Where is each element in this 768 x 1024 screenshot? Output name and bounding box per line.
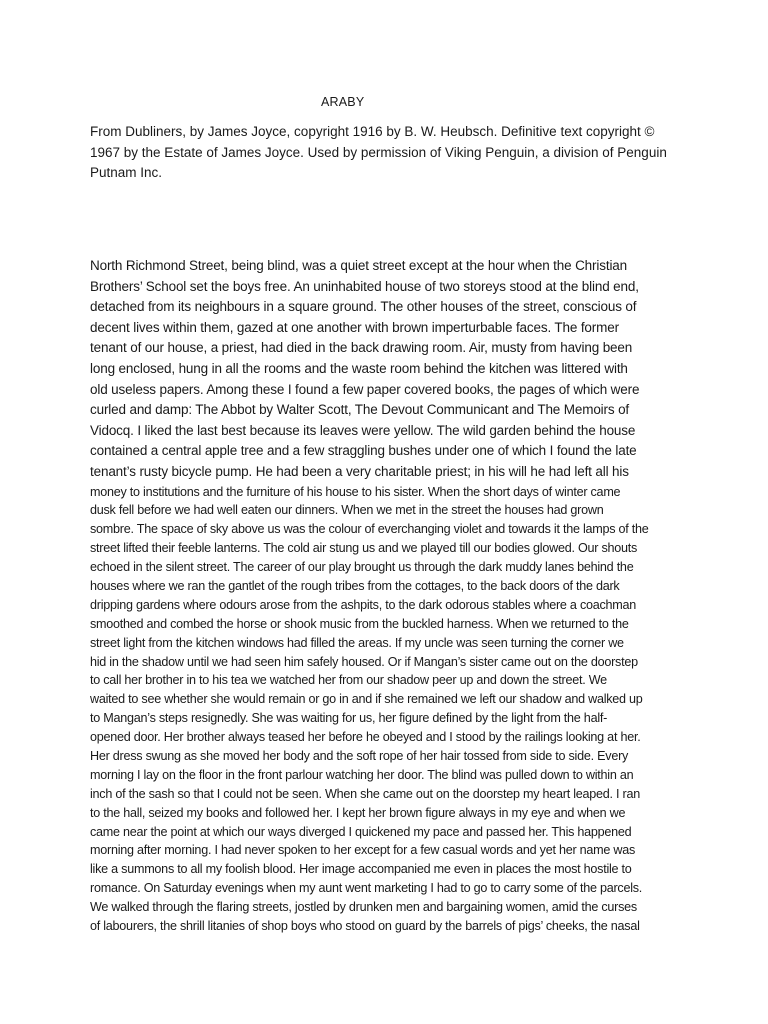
story-body xyxy=(90,256,682,936)
body-line: detached from its neighbours in a square ground. The other houses of the street, conscious of xyxy=(90,299,637,315)
document-title: ARABY xyxy=(321,95,365,109)
body-line: decent lives within them, gazed at one another with brown imperturbable faces. The former xyxy=(90,319,619,335)
body-line: street light from the kitchen windows had filled the areas. If my uncle was seen turning the corner we xyxy=(90,635,624,650)
body-line: North Richmond Street, being blind, was a quiet street except at the hour when the Christian xyxy=(90,258,628,273)
body-line: came near the point at which our ways diverged I quickened my pace and passed her. This happened xyxy=(90,824,632,839)
body-line: Her dress swung as she moved her body and the soft rope of her hair tossed from side to side. Every xyxy=(90,749,629,763)
body-line: morning I lay on the floor in the front parlour watching her door. The blind was pulled down to within an xyxy=(90,767,634,782)
body-line: old useless papers. Among these I found a few paper covered books, the pages of which were xyxy=(90,381,640,397)
body-line: to Mangan’s steps resignedly. She was waiting for us, her figure defined by the light from the half- xyxy=(90,711,608,726)
body-line: to call her brother in to his tea we watched her from our shadow peer up and down the street. We xyxy=(90,673,607,688)
body-line: contained a central apple tree and a few straggling bushes under one of which I found the late xyxy=(90,443,637,459)
body-line: tenant of our house, a priest, had died in the back drawing room. Air, musty from having been xyxy=(90,340,633,356)
body-line: sombre. The space of sky above us was the colour of everchanging violet and towards it the lamps of the xyxy=(90,522,649,537)
body-line: opened door. Her brother always teased her before he obeyed and I stood by the railings looking at her. xyxy=(90,730,641,745)
body-line: of labourers, the shrill litanies of shop boys who stood on guard by the barrels of pigs’ cheeks, the nasal xyxy=(90,919,640,934)
body-line: smoothed and combed the horse or shook music from the buckled harness. When we returned to the xyxy=(90,616,629,631)
body-line: to the hall, seized my books and followed her. I kept her brown figure always in my eye and when we xyxy=(90,805,626,820)
body-line: tenant’s rusty bicycle pump. He had been a very charitable priest; in his will he had left all his xyxy=(90,463,629,479)
body-line: money to institutions and the furniture of his house to his sister. When the short days of winter came xyxy=(90,484,621,499)
body-line: We walked through the flaring streets, jostled by drunken men and bargaining women, amid the curses xyxy=(90,900,637,915)
body-line: like a summons to all my foolish blood. Her image accompanied me even in places the most hostile to xyxy=(90,862,632,877)
body-line: hid in the shadow until we had seen him safely housed. Or if Mangan’s sister came out on the doorstep xyxy=(90,654,638,669)
body-line: long enclosed, hung in all the rooms and the waste room behind the kitchen was littered with xyxy=(90,360,628,376)
body-line: Brothers’ School set the boys free. An uninhabited house of two storeys stood at the blind end, xyxy=(90,278,639,294)
body-line: curled and damp: The Abbot by Walter Scott, The Devout Communicant and The Memoirs of xyxy=(90,402,630,418)
body-line: romance. On Saturday evenings when my aunt went marketing I had to go to carry some of the parcels. xyxy=(90,881,643,896)
body-line: dusk fell before we had well eaten our dinners. When we met in the street the houses had grown xyxy=(90,503,604,518)
body-line: echoed in the silent street. The career of our play brought us through the dark muddy lanes behind the xyxy=(90,560,634,575)
body-line: dripping gardens where odours arose from the ashpits, to the dark odorous stables where a coachman xyxy=(90,597,637,612)
body-line: houses where we ran the gantlet of the rough tribes from the cottages, to the back doors of the dark xyxy=(90,578,620,593)
body-line: Vidocq. I liked the last best because its leaves were yellow. The wild garden behind the house xyxy=(90,422,636,438)
copyright-notice: From Dubliners, by James Joyce, copyright 1916 by B. W. Heubsch. Definitive text copyright © 1967 by the Estate of James Joyce. Used by permission of Viking Penguin, a division of Penguin Putnam Inc. xyxy=(90,124,667,180)
body-line: waited to see whether she would remain or go in and if she remained we left our shadow and walked up xyxy=(90,692,643,707)
body-line: street lifted their feeble lanterns. The cold air stung us and we played till our bodies glowed. Our shouts xyxy=(90,541,638,556)
body-line: inch of the sash so that I could not be seen. When she came out on the doorstep my heart leaped. I ran xyxy=(90,786,640,801)
body-line: morning after morning. I had never spoken to her except for a few casual words and yet her name was xyxy=(90,843,636,858)
